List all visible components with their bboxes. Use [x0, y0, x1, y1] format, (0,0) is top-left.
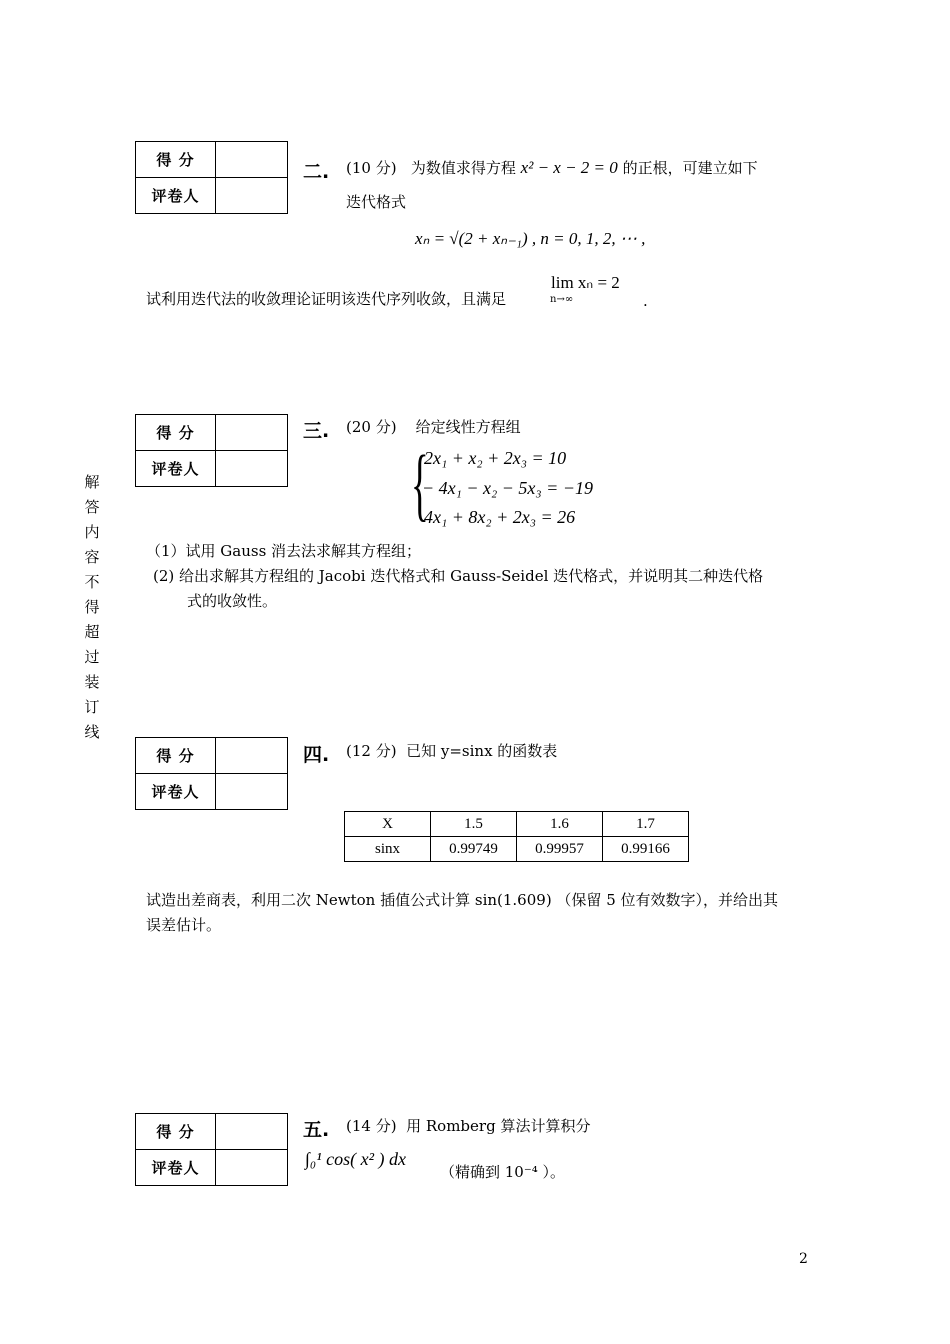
table-cell: 0.99166 [603, 837, 689, 862]
table-cell: X [345, 812, 431, 837]
binding-line-char: 答 [84, 498, 100, 516]
table-cell: 0.99957 [517, 837, 603, 862]
score-label: 得 分 [136, 738, 216, 774]
q4-task-b: 误差估计。 [146, 916, 222, 934]
table-cell: sinx [345, 837, 431, 862]
score-label: 得 分 [136, 415, 216, 451]
binding-line-char: 过 [84, 648, 100, 666]
table-cell: 0.99749 [431, 837, 517, 862]
q3-eq2: − 4x₁ − x₂ − 5x₃ = −19 [422, 478, 593, 498]
grader-label: 评卷人 [136, 774, 216, 810]
sin-function-table [344, 811, 689, 862]
table-row [345, 812, 689, 837]
q4-number: 四. [303, 744, 330, 766]
q5-number: 五. [303, 1119, 330, 1141]
binding-line-char: 装 [84, 673, 100, 691]
q5-integral: ∫₀¹ cos( x² ) dx [305, 1149, 406, 1169]
q2-iteration: xₙ = √(2 + xₙ₋₁) , n = 0, 1, 2, ⋯ , [415, 229, 646, 248]
q3-eq3: 4x₁ + 8x₂ + 2x₃ = 26 [424, 507, 576, 527]
q2-line2: 迭代格式 [346, 193, 407, 211]
score-box-q2 [135, 141, 288, 214]
q3-number: 三. [303, 420, 330, 442]
q4-task-a: 试造出差商表，利用二次 Newton 插值公式计算 sin(1.609) （保留 5 位有效数字），并给出其 [146, 891, 779, 909]
score-value-cell[interactable] [216, 142, 287, 178]
q2-limit-sub: n→∞ [550, 294, 574, 305]
score-label: 得 分 [136, 1114, 216, 1150]
grader-value-cell[interactable] [216, 774, 287, 810]
page-number: 2 [799, 1251, 808, 1267]
binding-line-char: 订 [84, 698, 100, 716]
grader-value-cell[interactable] [216, 1150, 287, 1186]
table-cell: 1.5 [431, 812, 517, 837]
q3-intro: 给定线性方程组 [415, 418, 521, 436]
q3-task2-b: 式的收敛性。 [187, 592, 278, 610]
grader-label: 评卷人 [136, 1150, 216, 1186]
binding-line-note [83, 470, 101, 745]
q5-precision: （精确到 10⁻⁴ ）。 [440, 1163, 566, 1181]
q2-number: 二. [303, 161, 330, 183]
binding-line-char: 内 [84, 523, 100, 541]
q2-equation: x² − x − 2 = 0 [520, 158, 618, 177]
q5-points: (14 分) [346, 1117, 397, 1135]
table-cell: 1.6 [517, 812, 603, 837]
q3-line1 [346, 417, 521, 437]
q3-eq1: 2x₁ + x₂ + 2x₃ = 10 [424, 448, 567, 468]
binding-line-char: 容 [84, 548, 100, 566]
q3-task1: （1）试用 Gauss 消去法求解其方程组； [146, 542, 422, 560]
q5-intro: 用 Romberg 算法计算积分 [406, 1117, 591, 1135]
binding-line-char: 超 [84, 623, 100, 641]
q4-points: (12 分) [346, 742, 397, 760]
q2-intro: 为数值求得方程 [410, 159, 516, 177]
score-box-q3 [135, 414, 288, 487]
q3-task2-a: (2) 给出求解其方程组的 Jacobi 迭代格式和 Gauss-Seidel 迭代格式，并说明其二种迭代格 [153, 567, 764, 585]
score-label: 得 分 [136, 142, 216, 178]
binding-line-char: 线 [84, 723, 100, 741]
score-box-q4 [135, 737, 288, 810]
q2-points: (10 分) [346, 159, 397, 177]
score-box-q5 [135, 1113, 288, 1186]
q3-points: (20 分) [346, 418, 397, 436]
table-cell: 1.7 [603, 812, 689, 837]
q5-line1 [346, 1116, 590, 1136]
score-value-cell[interactable] [216, 1114, 287, 1150]
binding-line-char: 得 [84, 598, 100, 616]
grader-label: 评卷人 [136, 178, 216, 214]
grader-value-cell[interactable] [216, 451, 287, 487]
q4-intro: 已知 y=sinx 的函数表 [406, 742, 558, 760]
grader-label: 评卷人 [136, 451, 216, 487]
score-value-cell[interactable] [216, 415, 287, 451]
score-value-cell[interactable] [216, 738, 287, 774]
grader-value-cell[interactable] [216, 178, 287, 214]
q2-end-dot: . [643, 292, 648, 310]
q2-intro-end: 的正根，可建立如下 [622, 159, 758, 177]
q2-limit: lim xₙ = 2 [551, 273, 620, 292]
q2-prove-text: 试利用迭代法的收敛理论证明该迭代序列收敛，且满足 [146, 290, 507, 308]
binding-line-char: 不 [84, 573, 100, 591]
q4-line1 [346, 741, 557, 761]
q3-brace: { [411, 438, 429, 529]
q2-line1 [346, 158, 758, 178]
table-row [345, 837, 689, 862]
binding-line-char: 解 [84, 473, 100, 491]
